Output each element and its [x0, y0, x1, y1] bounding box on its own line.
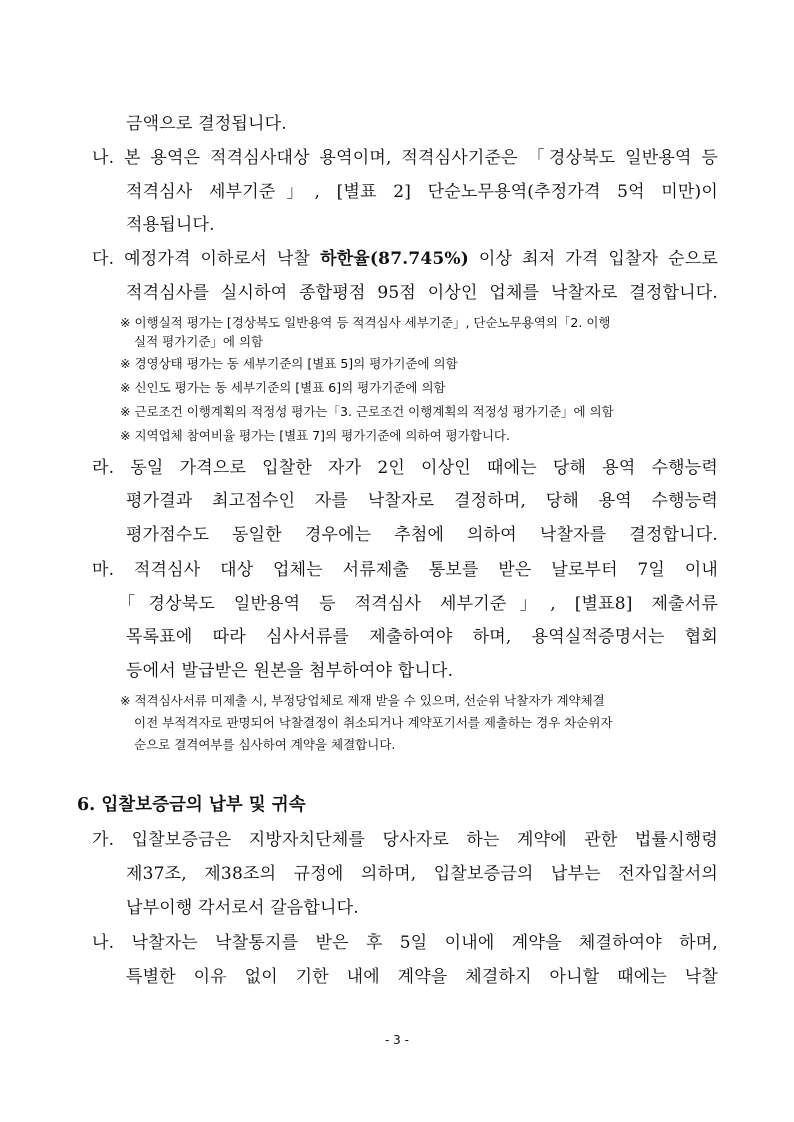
- note-ma-2: 이전 부적격자로 판명되어 낙찰결정이 취소되거나 계약포기서를 제출하는 경우 차순위자: [134, 715, 613, 730]
- note-da-3: ※ 신인도 평가는 동 세부기준의 [별표 6]의 평가기준에 의함: [120, 380, 446, 395]
- item-ma-line-1: 마. 적격심사 대상 업체는 서류제출 통보를 받은 날로부터 7일 이내: [92, 560, 718, 580]
- note-da-1: ※ 이행실적 평가는 [경상북도 일반용역 등 적격심사 세부기준」, 단순노무용역의「2. 이행: [120, 315, 611, 330]
- item-da-text-pre: 다. 예정가격 이하로서 낙찰: [92, 249, 321, 269]
- item-ma-line-3: 목록표에 따라 심사서류를 제출하여야 하며, 용역실적증명서는 협회: [126, 627, 718, 647]
- note-ma-3: 순으로 결격여부를 심사하여 계약을 체결합니다.: [134, 737, 396, 752]
- section-6-item-ga-line-2: 제37조, 제38조의 규정에 의하며, 입찰보증금의 납부는 전자입찰서의: [126, 864, 718, 884]
- section-6-item-ga-line-3: 납부이행 각서로서 갈음합니다.: [126, 898, 359, 918]
- section-6-item-na-line-1: 나. 낙찰자는 낙찰통지를 받은 후 5일 이내에 계약을 체결하여야 하며,: [92, 933, 718, 953]
- note-da-1-cont: 실적 평가기준」에 의함: [134, 334, 264, 349]
- section-6-item-ga-line-1: 가. 입찰보증금은 지방자치단체를 당사자로 하는 계약에 관한 법률시행령: [92, 830, 718, 850]
- lower-limit-rate: 하한율(87.745%): [320, 249, 470, 269]
- continuation-line: 금액으로 결정됩니다.: [126, 114, 287, 134]
- page-number: - 3 -: [385, 1033, 409, 1047]
- note-da-2: ※ 경영상태 평가는 동 세부기준의 [별표 5]의 평가기준에 의함: [120, 356, 458, 371]
- item-na-line-1: 나. 본 용역은 적격심사대상 용역이며, 적격심사기준은 「경상북도 일반용역 등: [92, 148, 718, 168]
- item-ra-line-1: 라. 동일 가격으로 입찰한 자가 2인 이상인 때에는 당해 용역 수행능력: [92, 458, 718, 478]
- item-da-text-post: 이상 최저 가격 입찰자 순으로: [469, 249, 718, 269]
- item-ma-line-4: 등에서 발급받은 원본을 첨부하여야 합니다.: [126, 661, 454, 681]
- item-ra-line-3: 평가점수도 동일한 경우에는 추첨에 의하여 낙찰자를 결정합니다.: [126, 525, 718, 545]
- item-ra-line-2: 평가결과 최고점수인 자를 낙찰자로 결정하며, 당해 용역 수행능력: [126, 491, 718, 511]
- item-na-line-3: 적용됩니다.: [126, 215, 215, 235]
- item-da-line-2: 적격심사를 실시하여 종합평점 95점 이상인 업체를 낙찰자로 결정합니다.: [126, 283, 718, 303]
- item-da-line-1: [92, 247, 718, 271]
- section-6-item-na-line-2: 특별한 이유 없이 기한 내에 계약을 체결하지 아니할 때에는 낙찰: [126, 967, 718, 987]
- item-na-line-2: 적격심사 세부기준」, [별표 2] 단순노무용역(추정가격 5억 미만)이: [126, 182, 718, 202]
- item-ma-line-2: 「경상북도 일반용역 등 적격심사 세부기준」, [별표8] 제출서류: [118, 594, 718, 614]
- note-ma-1: ※ 적격심사서류 미제출 시, 부정당업체로 제재 받을 수 있으며, 선순위 낙찰자가 계약체결: [120, 693, 605, 708]
- section-6-heading: 6. 입찰보증금의 납부 및 귀속: [77, 795, 306, 815]
- note-da-5: ※ 지역업체 참여비율 평가는 [별표 7]의 평가기준에 의하여 평가합니다.: [120, 428, 510, 443]
- note-da-4: ※ 근로조건 이행계획의 적정성 평가는「3. 근로조건 이행계획의 적정성 평가기준」에 의함: [120, 404, 614, 419]
